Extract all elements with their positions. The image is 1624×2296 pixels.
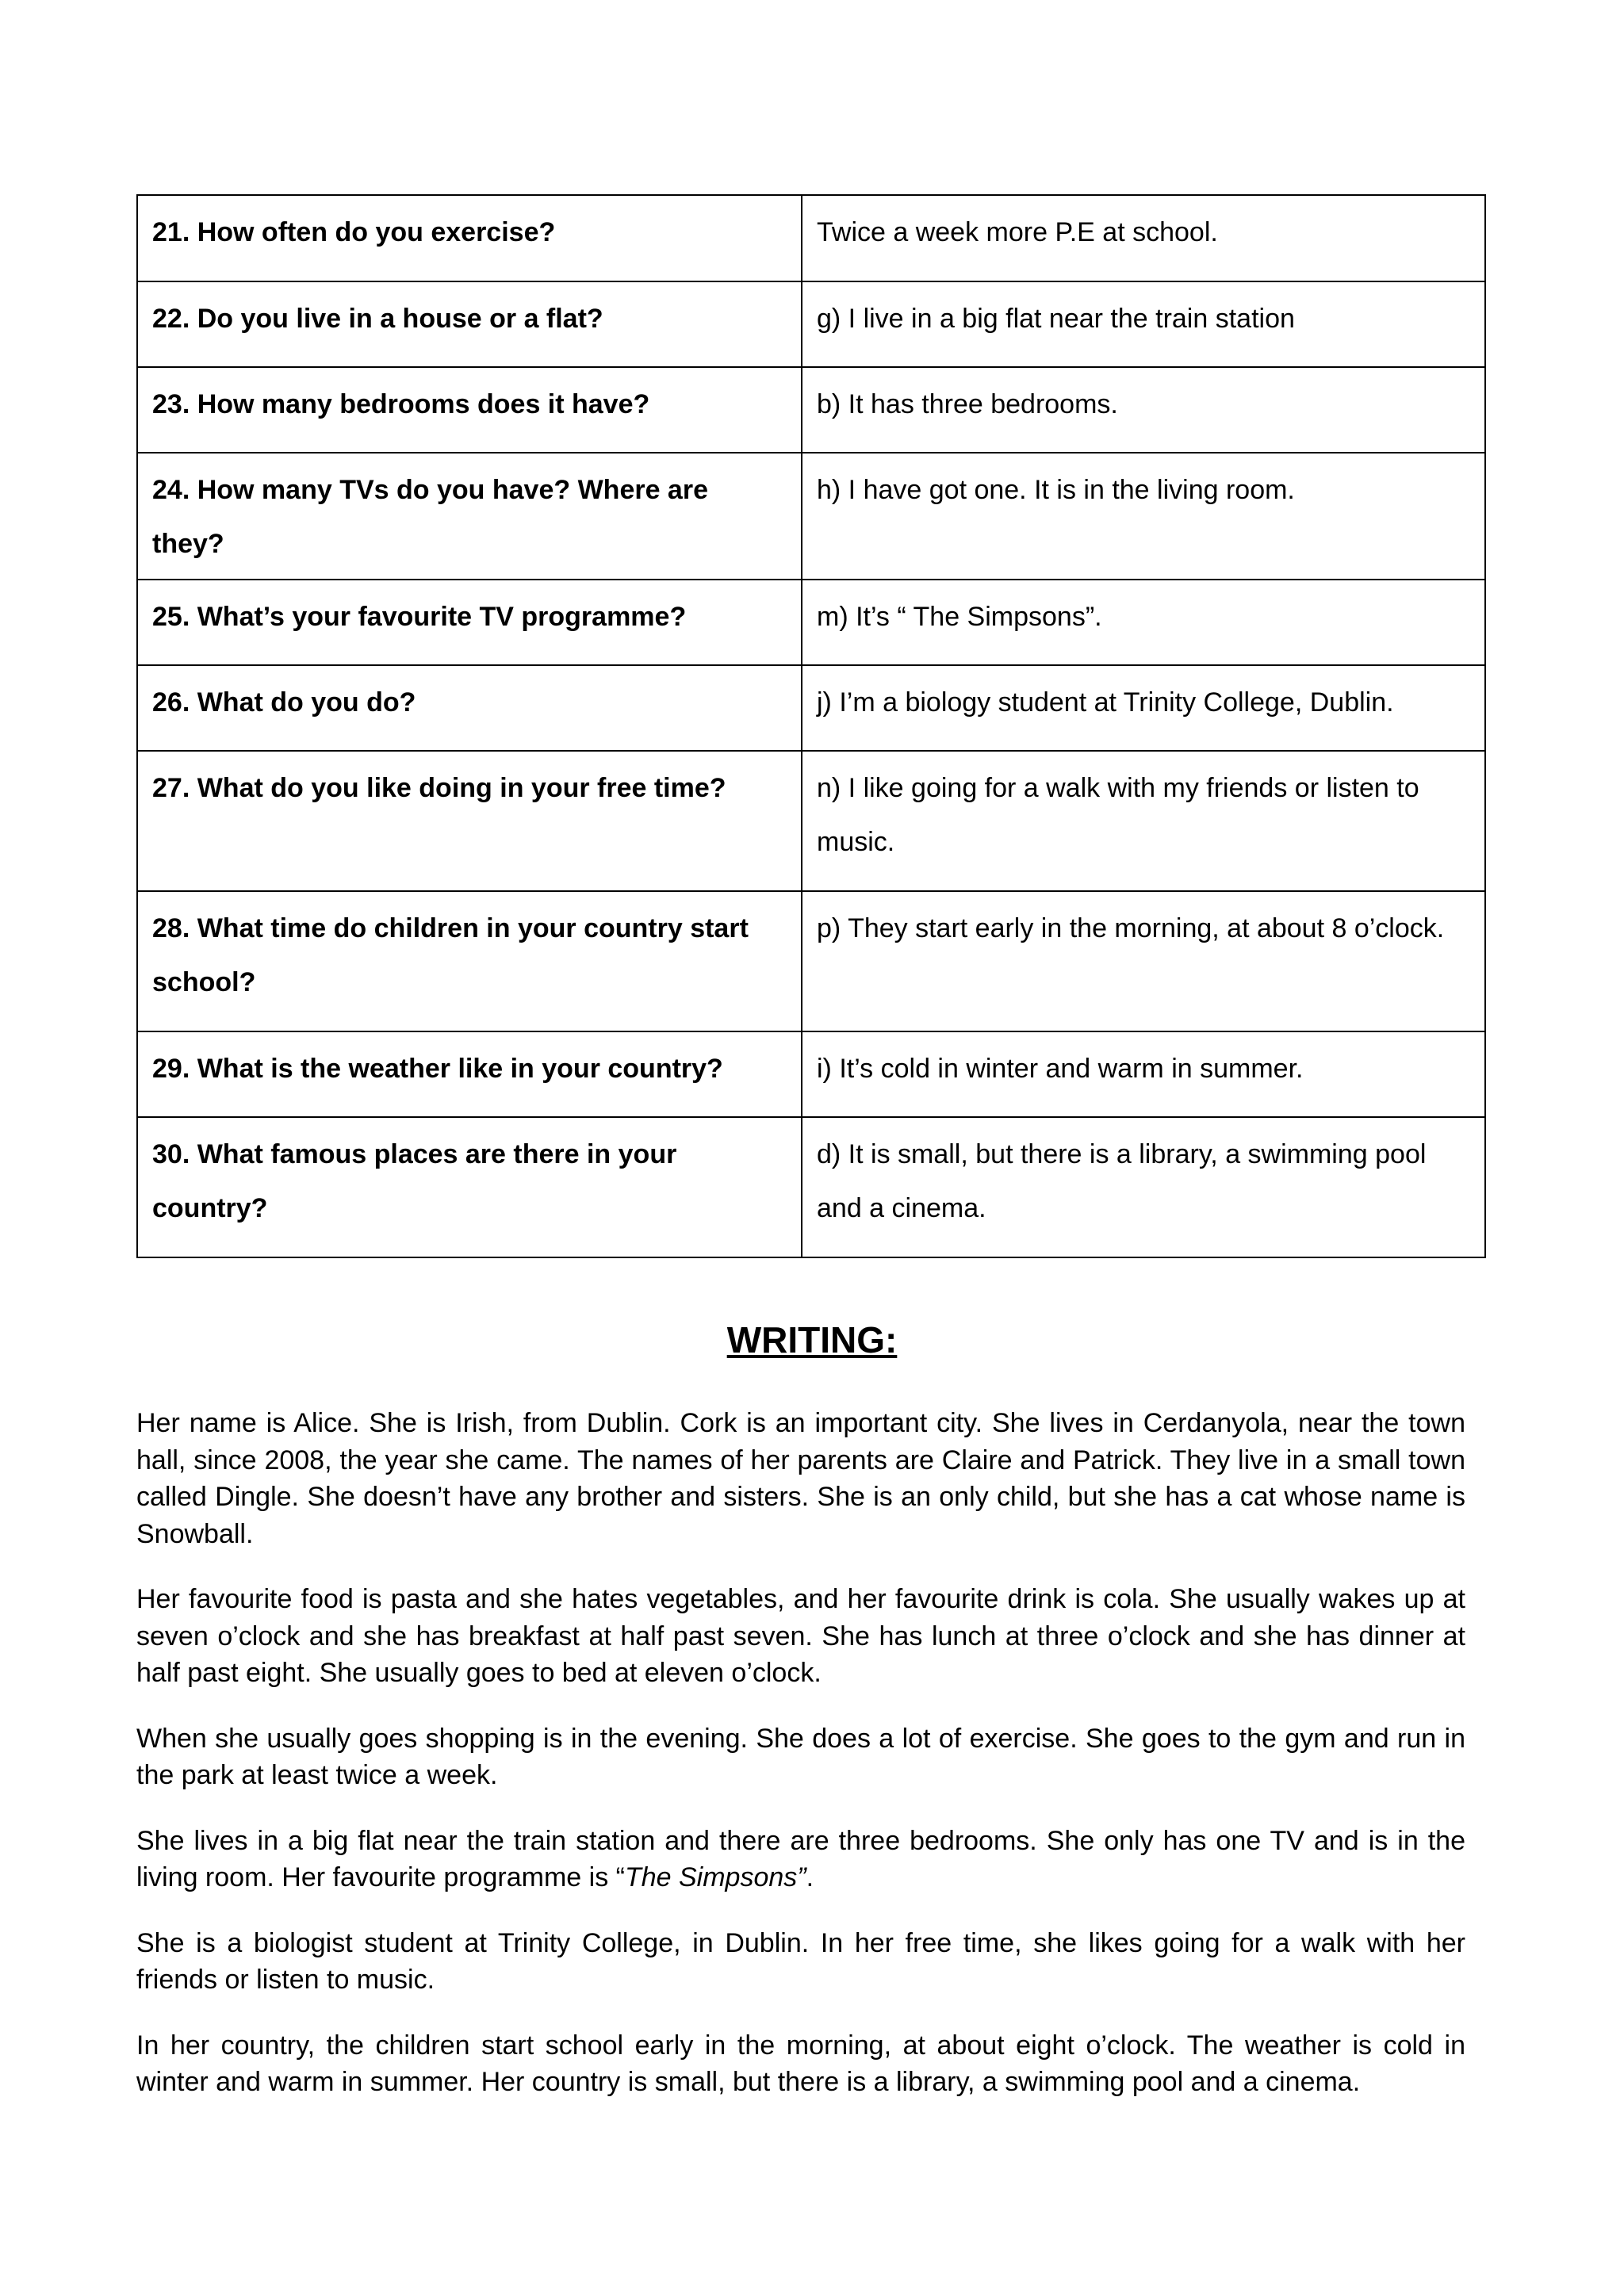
answer-text: p) They start early in the morning, at about 8 o’clock. (817, 913, 1445, 943)
answer-cell (802, 453, 1485, 580)
paragraph-text: She lives in a big flat near the train station and there are three bedrooms. She only has one TV and is in the living room. Her favourite programme is “ (136, 1825, 1465, 1892)
question-text: 23. How many bedrooms does it have? (152, 389, 650, 419)
writing-heading: WRITING: (726, 1319, 898, 1360)
question-cell (137, 751, 802, 891)
answer-cell (802, 1117, 1485, 1257)
table-row (137, 665, 1485, 751)
table-row (137, 1117, 1485, 1257)
answer-text: n) I like going for a walk with my friends or listen to music. (817, 773, 1419, 857)
answer-text: h) I have got one. It is in the living room. (817, 475, 1295, 505)
writing-section (136, 1405, 1465, 2130)
answer-text: m) It’s “ The Simpsons”. (817, 602, 1102, 632)
answer-cell (802, 281, 1485, 367)
table-row (137, 891, 1485, 1031)
question-cell (137, 891, 802, 1031)
answer-text: g) I live in a big flat near the train station (817, 304, 1295, 334)
writing-paragraph: Her name is Alice. She is Irish, from Dublin. Cork is an important city. She lives in Cerdanyola, near the town hall, since 2008, the year she came. The names of her parents are Claire and Patrick. They live in a small town called Dingle. She doesn’t have any brother and sisters. She is an only child, but she has a cat whose name is Snowball. (136, 1408, 1465, 1549)
paragraph-text: . (806, 1862, 814, 1892)
answer-text: Twice a week more P.E at school. (817, 217, 1218, 247)
question-text: 25. What’s your favourite TV programme? (152, 602, 687, 632)
table-row (137, 751, 1485, 891)
table-row (137, 580, 1485, 665)
question-cell (137, 1117, 802, 1257)
question-text: 28. What time do children in your country start school? (152, 913, 749, 997)
question-text: 22. Do you live in a house or a flat? (152, 304, 603, 334)
table-row (137, 1031, 1485, 1117)
answer-text: j) I’m a biology student at Trinity College, Dublin. (817, 687, 1394, 718)
answer-cell (802, 891, 1485, 1031)
answer-cell (802, 367, 1485, 453)
answer-text: i) It’s cold in winter and warm in summer. (817, 1054, 1304, 1084)
question-text: 26. What do you do? (152, 687, 416, 718)
question-cell (137, 580, 802, 665)
question-cell (137, 1031, 802, 1117)
question-answer-table (136, 194, 1486, 1258)
answer-cell (802, 751, 1485, 891)
answer-text: d) It is small, but there is a library, a swimming pool and a cinema. (817, 1139, 1427, 1223)
answer-text: b) It has three bedrooms. (817, 389, 1118, 419)
question-cell (137, 367, 802, 453)
question-cell (137, 195, 802, 281)
writing-paragraph: She is a biologist student at Trinity College, in Dublin. In her free time, she likes going for a walk with her friends or listen to music. (136, 1927, 1465, 1995)
table-row (137, 195, 1485, 281)
question-cell (137, 665, 802, 751)
programme-title: The Simpsons” (624, 1862, 806, 1892)
answer-cell (802, 665, 1485, 751)
question-text: 29. What is the weather like in your country? (152, 1054, 723, 1084)
question-text: 21. How often do you exercise? (152, 217, 556, 247)
question-text: 30. What famous places are there in your country? (152, 1139, 677, 1223)
question-cell (137, 453, 802, 580)
table-row (137, 453, 1485, 580)
answer-cell (802, 195, 1485, 281)
writing-paragraph: When she usually goes shopping is in the evening. She does a lot of exercise. She goes to the gym and run in the park at least twice a week. (136, 1723, 1465, 1790)
answer-cell (802, 1031, 1485, 1117)
answer-cell (802, 580, 1485, 665)
table-row (137, 367, 1485, 453)
writing-paragraph: In her country, the children start school early in the morning, at about eight o’clock. The weather is cold in winter and warm in summer. Her country is small, but there is a library, a swimming pool and a cinema. (136, 2030, 1465, 2097)
table-row (137, 281, 1485, 367)
question-text: 27. What do you like doing in your free time? (152, 773, 726, 803)
writing-paragraph: Her favourite food is pasta and she hates vegetables, and her favourite drink is cola. She usually wakes up at seven o’clock and she has breakfast at half past seven. She has lunch at three o’clock and she has dinner at half past eight. She usually goes to bed at eleven o’clock. (136, 1584, 1465, 1688)
question-text: 24. How many TVs do you have? Where are they? (152, 475, 708, 559)
writing-paragraph (136, 1823, 1465, 1896)
question-cell (137, 281, 802, 367)
